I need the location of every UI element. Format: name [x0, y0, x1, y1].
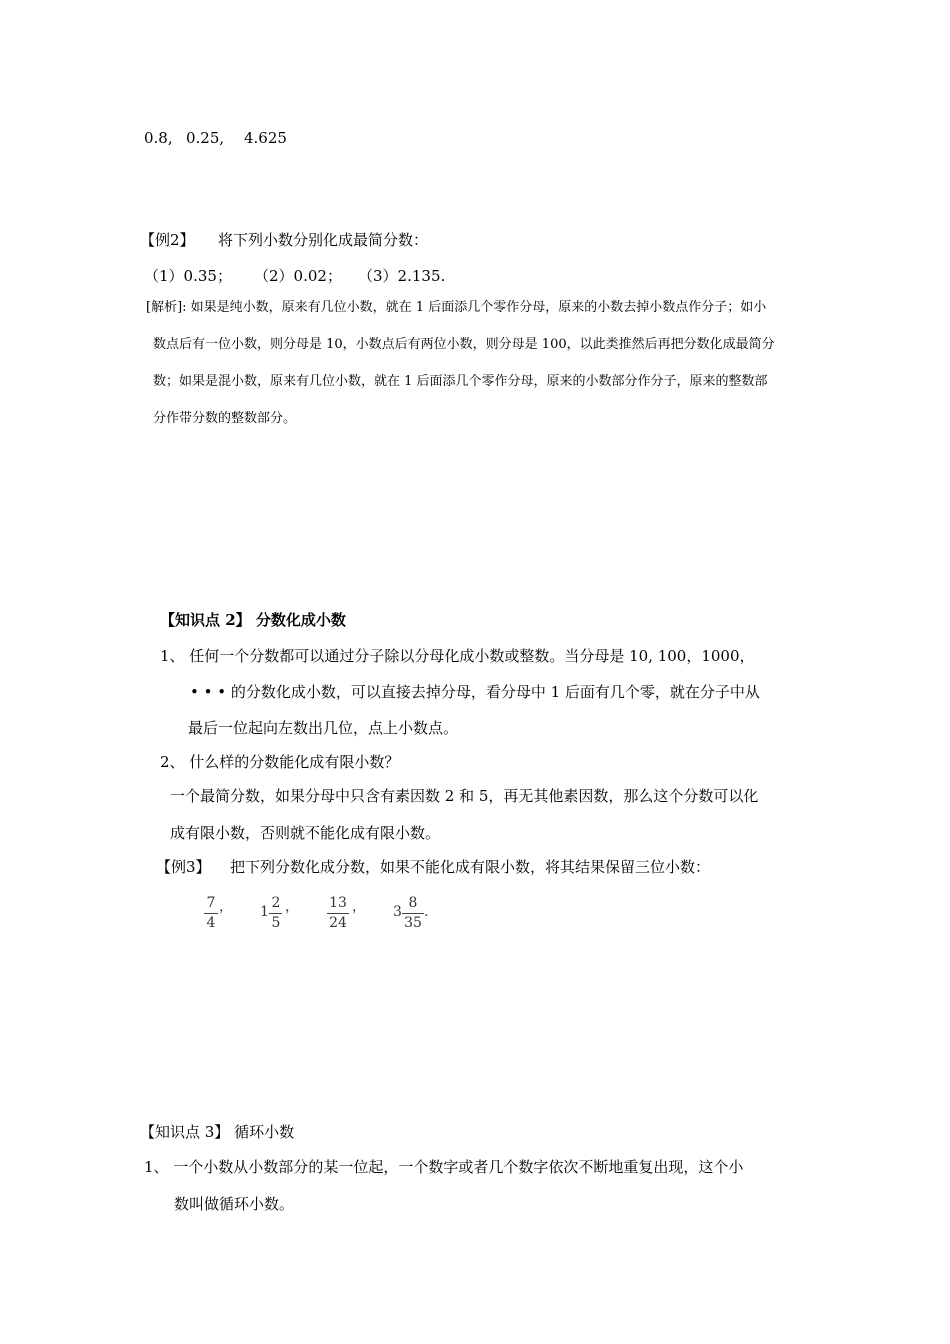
example3-tag: 【例3】 [156, 858, 211, 876]
fraction-2-separator: ， [285, 899, 299, 915]
fraction-4-numerator: 8 [408, 895, 418, 911]
fraction-1-bar [204, 913, 218, 914]
example2-item-2: （2）0.02； [254, 267, 342, 285]
fraction-4-denominator: 35 [404, 915, 422, 931]
example2-title: 将下列小数分别化成最简分数： [218, 231, 429, 249]
fraction-4 [393, 895, 443, 935]
intro-value-3: 4.625 [244, 129, 287, 147]
example3-title: 把下列分数化成分数，如果不能化成有限小数，将其结果保留三位小数： [230, 858, 711, 876]
fraction-2-denominator: 5 [271, 915, 281, 931]
knowledge2-point2-line-1: 一个最简分数，如果分母中只含有素因数 2 和 5，再无其他素因数，那么这个分数可以化 [170, 787, 759, 805]
example2-analysis-line-1: [解析]: 如果是纯小数，原来有几位小数，就在 1 后面添几个零作分母，原来的小数去掉小数点作分子；如小 [146, 300, 767, 315]
example2-item-3: （3）2.135. [358, 267, 446, 285]
example2-analysis-line-3: 数；如果是混小数，原来有几位小数，就在 1 后面添几个零作分母，原来的小数部分作分子，原来的整数部 [153, 374, 768, 389]
fraction-3-denominator: 24 [329, 915, 347, 931]
intro-value-2: 0.25, [186, 129, 225, 147]
knowledge3-point1-line-1: 1、 一个小数从小数部分的某一位起，一个数字或者几个数字依次不断地重复出现，这个小 [144, 1158, 744, 1176]
fraction-2-numerator: 2 [271, 895, 281, 911]
fraction-3 [326, 895, 376, 935]
fraction-1-denominator: 4 [206, 915, 216, 931]
knowledge2-heading: 【知识点 2】 分数化成小数 [160, 611, 346, 629]
fraction-2-bar [269, 913, 282, 914]
fraction-4-separator: . [424, 904, 429, 920]
fraction-1 [203, 895, 243, 935]
intro-value-1: 0.8, [144, 129, 173, 147]
fraction-2-whole: 1 [260, 904, 269, 920]
knowledge2-point1-line-3: 最后一位起向左数出几位，点上小数点。 [188, 719, 459, 737]
fraction-1-numerator: 7 [206, 895, 216, 911]
fraction-4-bar [402, 913, 424, 914]
knowledge2-point2-line-2: 成有限小数，否则就不能化成有限小数。 [170, 824, 441, 842]
fraction-3-separator: ， [352, 899, 366, 915]
knowledge3-point1-line-2: 数叫做循环小数。 [174, 1195, 295, 1213]
example2-analysis-line-4: 分作带分数的整数部分。 [153, 411, 297, 426]
fraction-1-separator: ， [219, 899, 233, 915]
knowledge2-point2-title: 2、 什么样的分数能化成有限小数？ [160, 753, 400, 771]
fraction-3-bar [327, 913, 349, 914]
fraction-3-numerator: 13 [329, 895, 347, 911]
example2-analysis-line-2: 数点后有一位小数，则分母是 10，小数点后有两位小数，则分母是 100，以此类推然后再把分数化成最简分 [153, 337, 775, 352]
fraction-4-whole: 3 [393, 904, 402, 920]
fraction-2 [260, 895, 304, 935]
example2-item-1: （1）0.35； [144, 267, 232, 285]
knowledge2-point1-line-2: • • • 的分数化成小数，可以直接去掉分母，看分母中 1 后面有几个零，就在分子中从 [190, 683, 760, 701]
example2-tag: 【例2】 [140, 231, 195, 249]
knowledge3-heading: 【知识点 3】 循环小数 [140, 1123, 295, 1141]
knowledge2-point1-line-1: 1、 任何一个分数都可以通过分子除以分母化成小数或整数。当分母是 10, 100，1000， [160, 647, 755, 665]
